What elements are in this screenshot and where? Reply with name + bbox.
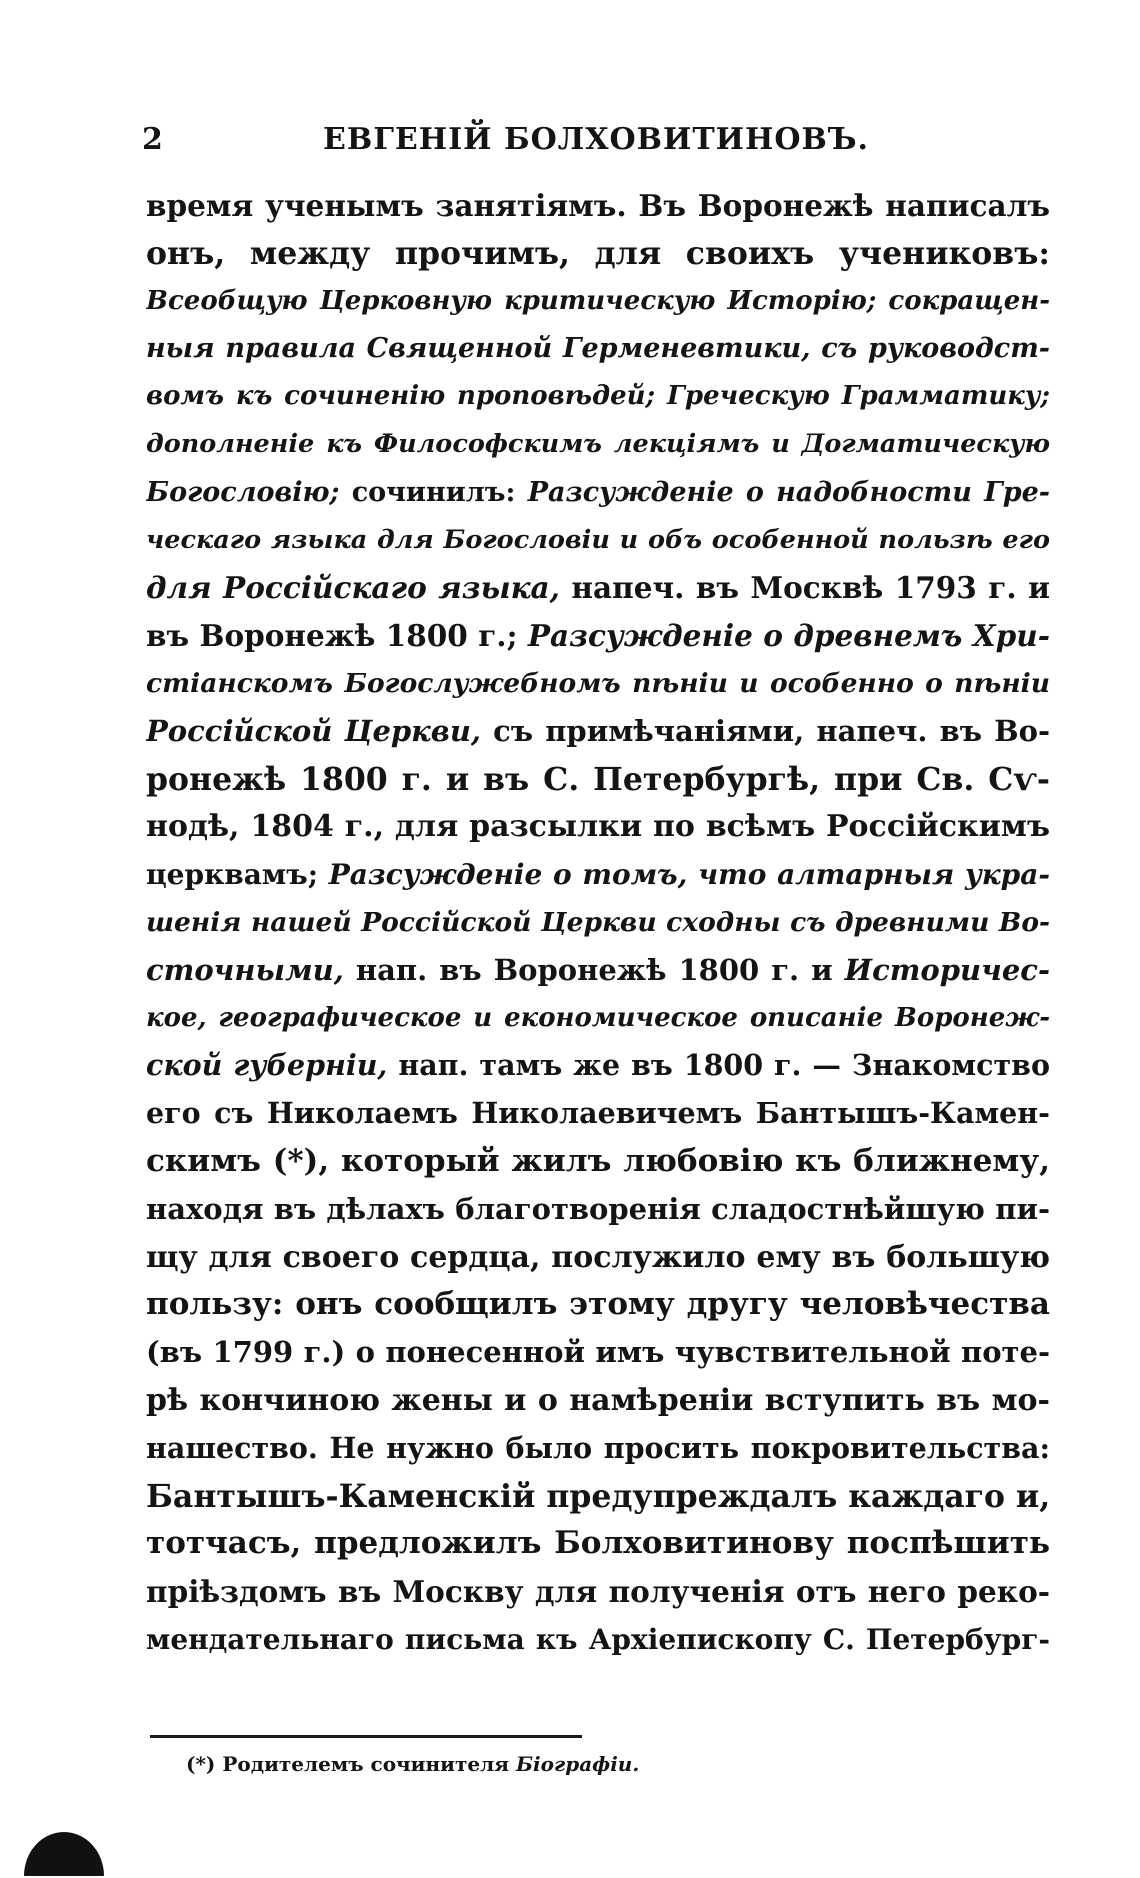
italic-text-segment: ской губерніи, [146,1048,399,1083]
text-line [146,325,1050,373]
footnote-italic-text: Біографіи. [515,1752,640,1776]
running-head: ЕВГЕНІЙ БОЛХОВИТИНОВЪ. [322,122,870,157]
text-segment: церквамъ; [146,858,329,892]
text-line [146,1473,1050,1521]
text-line [146,756,1050,804]
text-segment: Бантышъ-Каменскій предупреждалъ каждаго и, [146,1477,1050,1515]
text-segment: рѣ кончиною жены и о намѣреніи вступить въ мо- [146,1382,1050,1418]
text-line [146,660,1050,708]
text-line [146,1616,1050,1664]
italic-text-segment: сточными, [146,952,356,987]
text-segment: время ученымъ занятіямъ. Въ Воронежѣ написалъ [146,188,1050,223]
italic-text-segment: кое, географическое и економическое описаніе Воронеж- [146,1002,1050,1033]
footnote-divider [150,1735,582,1738]
italic-text-segment: для Россійскаго языка, [146,570,572,606]
italic-text-segment: Богословію; [146,476,352,508]
italic-text-segment: дополненіе къ Философскимъ лекціямъ и Догматическую [146,428,1050,459]
text-line [146,373,1050,421]
text-line [146,278,1050,326]
body-text [146,182,1050,1664]
italic-text-segment: Историчес- [844,952,1050,987]
italic-text-segment: вомъ къ сочиненію проповѣдей; Греческую Грамматику; [146,381,1050,412]
text-segment: съ примѣчаніями, напеч. въ Во- [493,713,1050,748]
text-line [146,421,1050,469]
text-line [146,612,1050,660]
text-line [146,1234,1050,1282]
text-segment: щу для своего сердца, послужило ему въ большую [146,1239,1050,1275]
text-segment: пріѣздомъ въ Москву для полученія отъ него реко- [146,1574,1050,1610]
italic-text-segment: Разсужденіе о надобности Гре- [527,476,1050,508]
italic-text-segment: ческаго языка для Богословіи и объ особенной пользѣ его [146,524,1050,555]
page-header [142,118,1050,168]
text-line [146,517,1050,565]
footnote [186,1752,639,1776]
text-segment: (въ 1799 г.) о понесенной имъ чувствительной поте- [146,1335,1050,1370]
text-segment: сочинилъ: [351,476,528,508]
text-line [146,1568,1050,1616]
italic-text-segment: шенія нашей Россійской Церкви сходны съ древними Во- [146,906,1050,938]
text-segment: нашество. Не нужно было просить покровительства: [146,1430,1050,1465]
text-segment: мендательнаго письма къ Архіепископу С. Петербург- [146,1622,1050,1656]
page-number: 2 [142,122,163,157]
text-segment: нап. тамъ же въ 1800 г. — Знакомство [398,1048,1050,1083]
footnote-text: Родителемъ сочинителя [222,1752,516,1776]
text-line [146,1377,1050,1425]
text-line [146,1042,1050,1090]
text-line [146,564,1050,612]
text-segment: онъ, между прочимъ, для своихъ учениковъ: [146,234,1050,272]
italic-text-segment: Россійской Церкви, [146,713,494,748]
text-line [146,230,1050,278]
text-segment: ронежѣ 1800 г. и въ С. Петербургѣ, при Св. Сѵ- [146,760,1050,798]
text-line [146,851,1050,899]
page-corner-mark [24,1832,104,1876]
text-segment: напеч. въ Москвѣ 1793 г. и [571,570,1050,606]
text-segment: въ Воронежѣ 1800 г.; [146,618,528,654]
text-segment: тотчасъ, предложилъ Болховитинову поспѣшить [146,1525,1050,1562]
italic-text-segment: Разсужденіе о древнемъ Хри- [527,618,1050,654]
italic-text-segment: Разсужденіе о томъ, что алтарныя укра- [328,858,1050,892]
text-line [146,182,1050,230]
text-line [146,803,1050,851]
text-line [146,947,1050,995]
text-segment: нодѣ, 1804 г., для разсылки по всѣмъ Россійскимъ [146,809,1050,845]
text-line [146,1138,1050,1186]
text-segment: его съ Николаемъ Николаевичемъ Бантышъ-Камен- [146,1096,1050,1131]
text-line [146,469,1050,517]
text-line [146,1520,1050,1568]
italic-text-segment: Всеобщую Церковную критическую Исторію; сокращен- [146,285,1050,316]
text-line [146,1090,1050,1138]
text-line [146,1425,1050,1473]
text-line [146,708,1050,756]
text-segment: нап. въ Воронежѣ 1800 г. и [355,952,845,987]
text-line [146,899,1050,947]
text-segment: пользу: онъ сообщилъ этому другу человѣчества [146,1286,1050,1323]
text-line [146,1186,1050,1234]
text-segment: скимъ (*), который жилъ любовію къ ближнему, [146,1142,1050,1179]
text-line [146,995,1050,1043]
italic-text-segment: ныя правила Священной Герменевтики, съ руководст- [146,333,1050,365]
text-line [146,1281,1050,1329]
italic-text-segment: стіанскомъ Богослужебномъ пѣніи и особенно о пѣніи [146,667,1050,699]
text-segment: находя въ дѣлахъ благотворенія сладостнѣйшую пи- [146,1191,1050,1226]
text-line [146,1329,1050,1377]
footnote-marker: (*) [186,1752,223,1776]
